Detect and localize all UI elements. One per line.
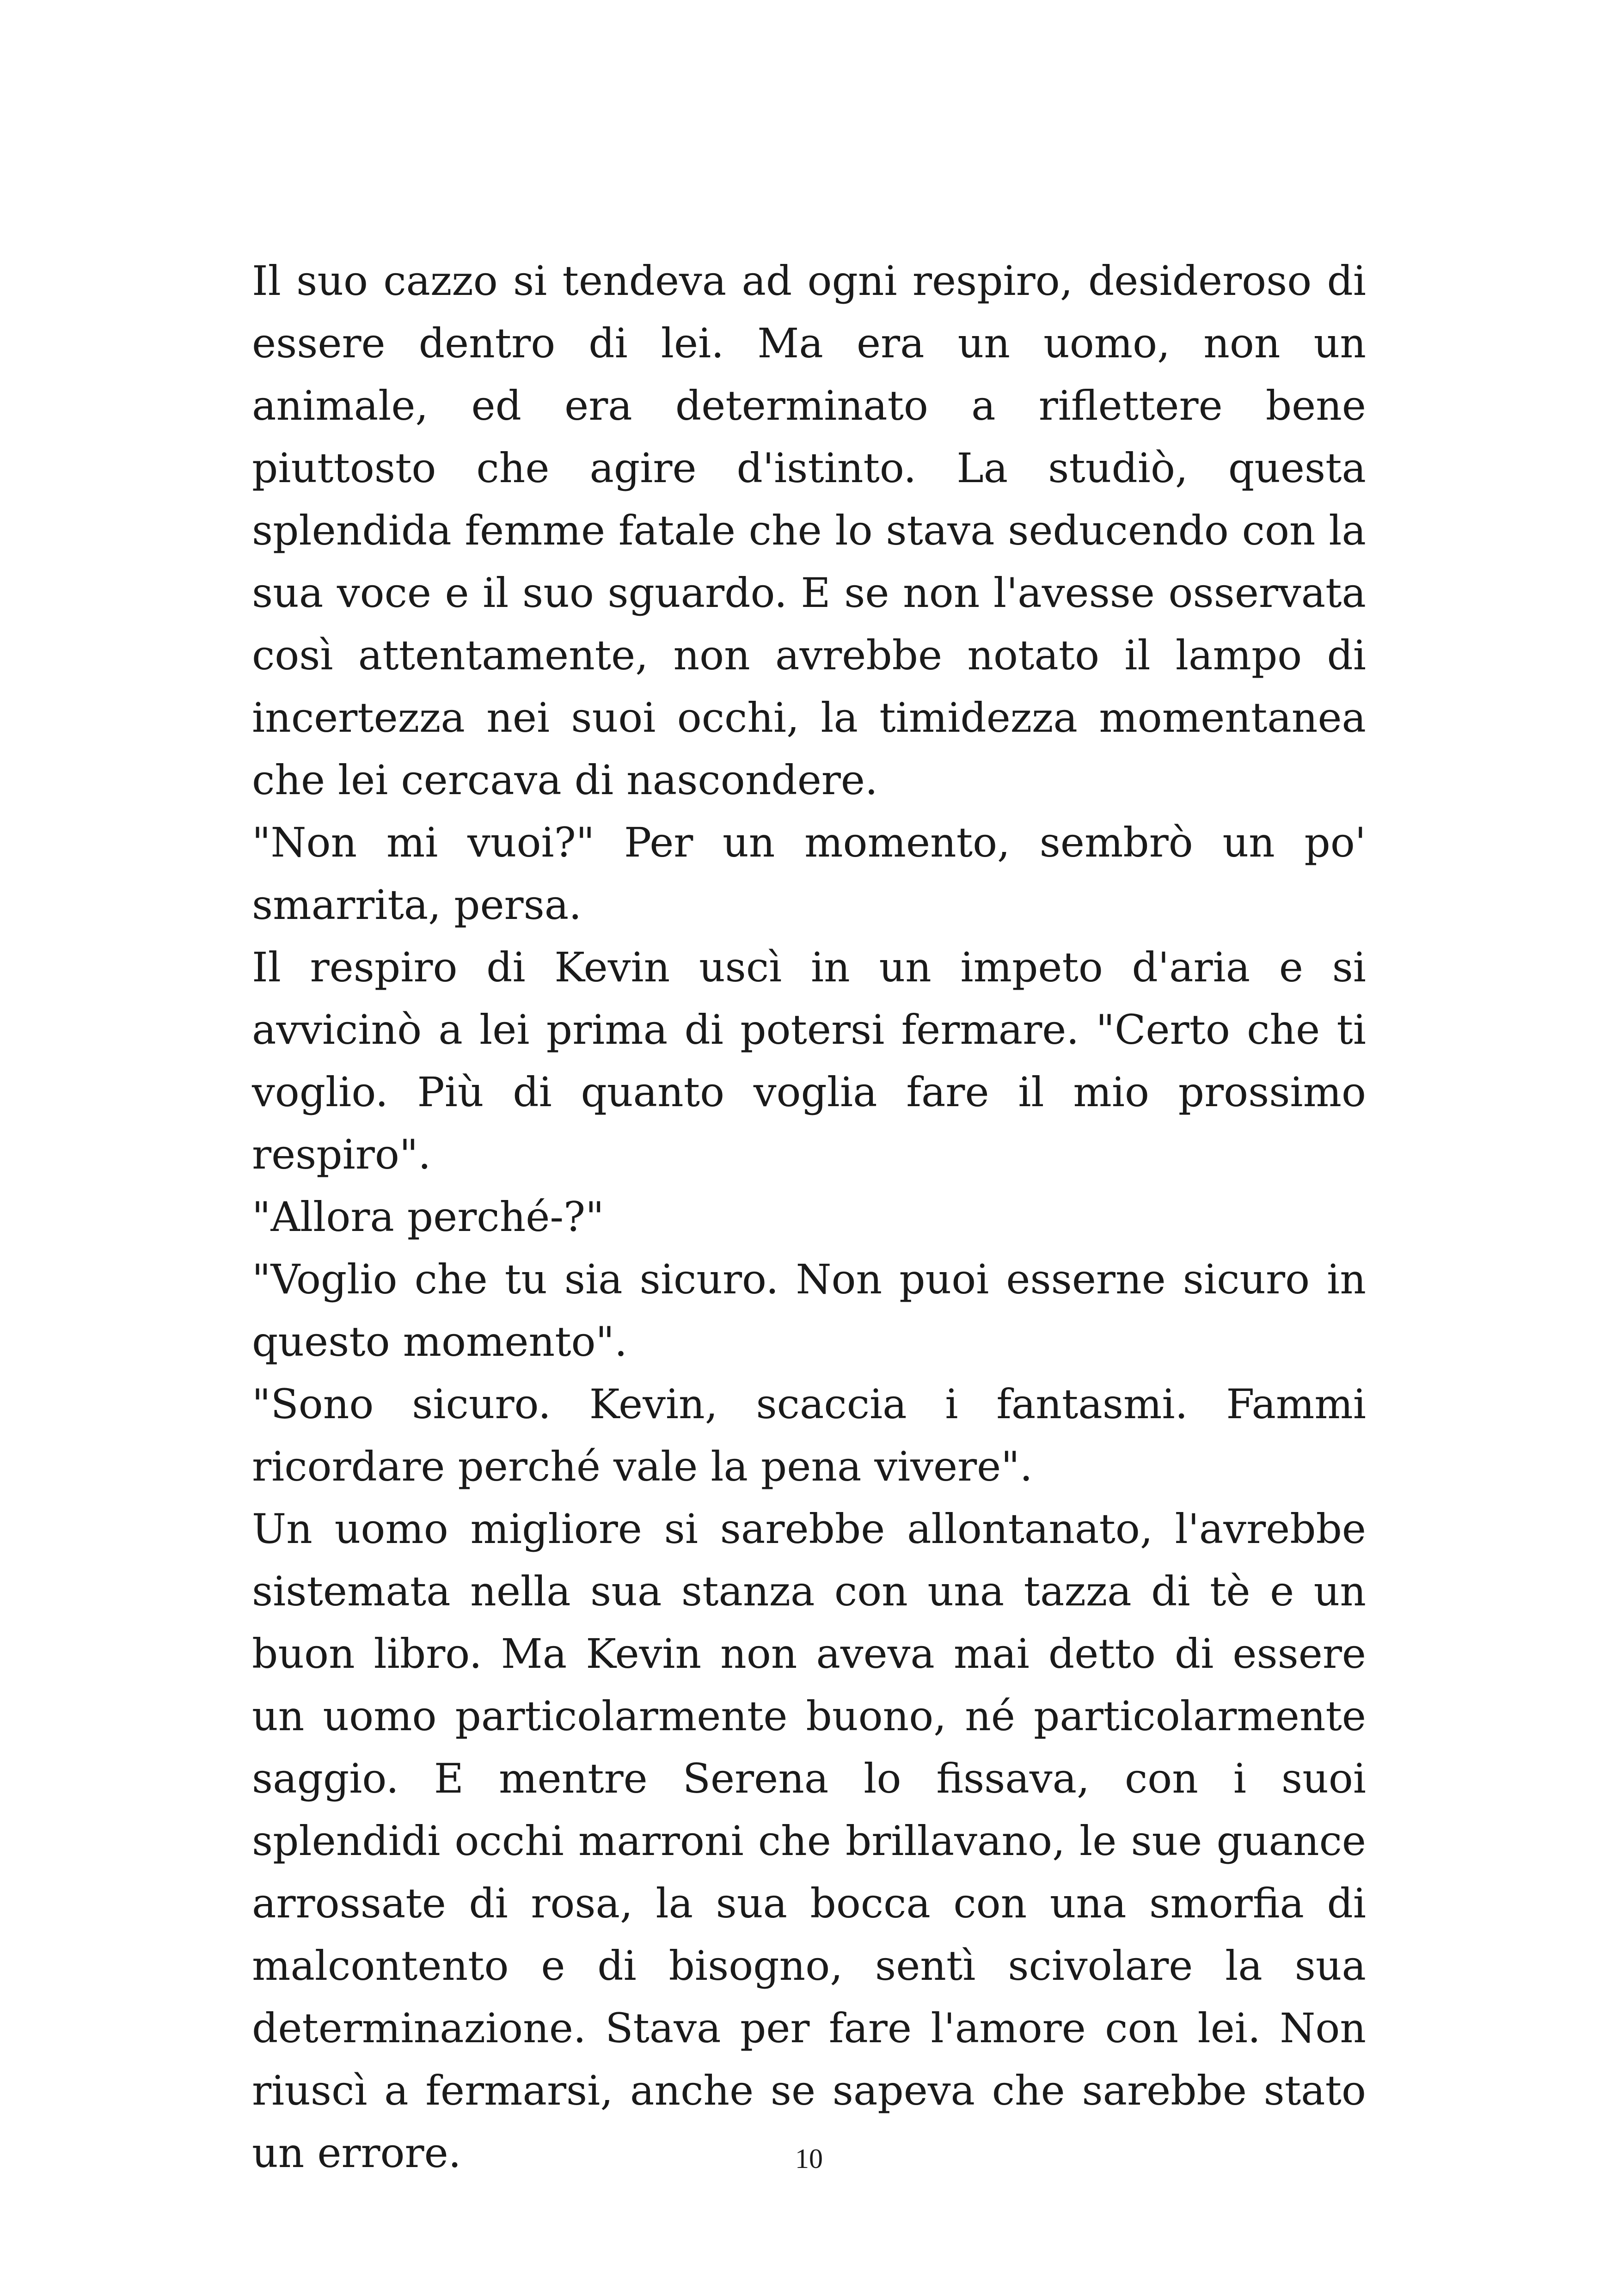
paragraph-4: "Allora perché-?" [252, 1193, 604, 1241]
paragraph-3: Il respiro di Kevin uscì in un impeto d'aria e si avvicinò a lei prima di potersi fermare. "Certo che ti voglio. Più di quanto voglia fare il mio prossimo respiro". [252, 943, 1366, 1178]
paragraph-2: "Non mi vuoi?" Per un momento, sembrò un po' smarrita, persa. [252, 819, 1366, 929]
body-text [252, 250, 1366, 2184]
paragraph-1: Il suo cazzo si tendeva ad ogni respiro, desideroso di essere dentro di lei. Ma era un uomo, non un animale, ed era determinato a riflettere bene piuttosto che agire d'istinto. La studiò, questa splendida femme fatale che lo stava seducendo con la sua voce e il suo sguardo. E se non l'avesse osservata così attentamente, non avrebbe notato il lampo di incertezza nei suoi occhi, la timidezza momentanea che lei cercava di nascondere. [252, 257, 1366, 804]
paragraph-5: "Voglio che tu sia sicuro. Non puoi esserne sicuro in questo momento". [252, 1255, 1366, 1365]
page-number: 10 [795, 2143, 823, 2174]
paragraph-7: Un uomo migliore si sarebbe allontanato, l'avrebbe sistemata nella sua stanza con una tazza di tè e un buon libro. Ma Kevin non aveva mai detto di essere un uomo particolarmente buono, né particolarmente saggio. E mentre Serena lo fissava, con i suoi splendidi occhi marroni che brillavano, le sue guance arrossate di rosa, la sua bocca con una smorfia di malcontento e di bisogno, sentì scivolare la sua determinazione. Stava per fare l'amore con lei. Non riuscì a fermarsi, anche se sapeva che sarebbe stato un errore. [252, 1505, 1366, 2177]
paragraph-6: "Sono sicuro. Kevin, scaccia i fantasmi. Fammi ricordare perché vale la pena vivere". [252, 1380, 1366, 1490]
